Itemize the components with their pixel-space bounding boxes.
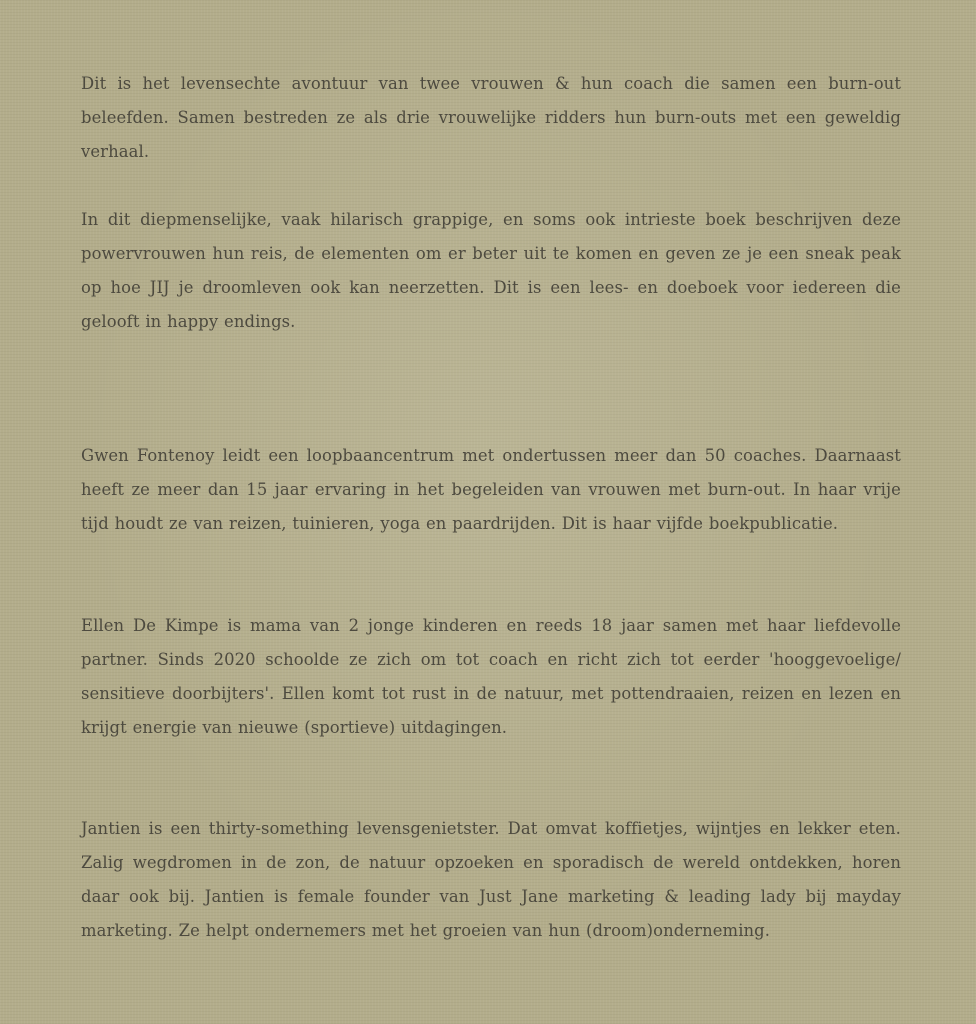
author-bio-gwen: Gwen Fontenoy leidt een loopbaancentrum met ondertussen meer dan 50 coaches. Daarnaast heeft ze meer dan 15 jaar ervaring in het begeleiden van vrouwen met burn-out. In haar vrije tijd houdt ze van reizen, tuinieren, yoga en paardrijden. Dit is haar vijfde boekpublicatie. [81,446,901,533]
description-paragraph: In dit diepmenselijke, vaak hilarisch grappige, en soms ook intrieste boek beschrijven deze powervrouwen hun reis, de elementen om er beter uit te komen en geven ze je een sneak peak op hoe JIJ je droomleven ook kan neerzetten. Dit is een lees- en doeboek voor iedereen die gelooft in happy endings. [81,210,901,331]
author-bio-ellen: Ellen De Kimpe is mama van 2 jonge kinderen en reeds 18 jaar samen met haar liefdevolle partner. Sinds 2020 schoolde ze zich om tot coach en richt zich tot eerder 'hooggevoelige/ sensitieve doorbijters'. Ellen komt tot rust in de natuur, met pottendraaien, reizen en lezen en krijgt energie van nieuwe (sportieve) uitdagingen. [81,616,901,737]
author-bio-jantien: Jantien is een thirty-something levensgenietster. Dat omvat koffietjes, wijntjes en lekker eten. Zalig wegdromen in de zon, de natuur opzoeken en sporadisch de wereld ontdekken, horen daar ook bij. Jantien is female founder van Just Jane marketing & leading lady bij mayday marketing. Ze helpt ondernemers met het groeien van hun (droom)onderneming. [81,819,901,940]
intro-paragraph: Dit is het levensechte avontuur van twee vrouwen & hun coach die samen een burn-out beleefden. Samen bestreden ze als drie vrouwelijke ridders hun burn-outs met een geweldig verhaal. [81,74,901,161]
